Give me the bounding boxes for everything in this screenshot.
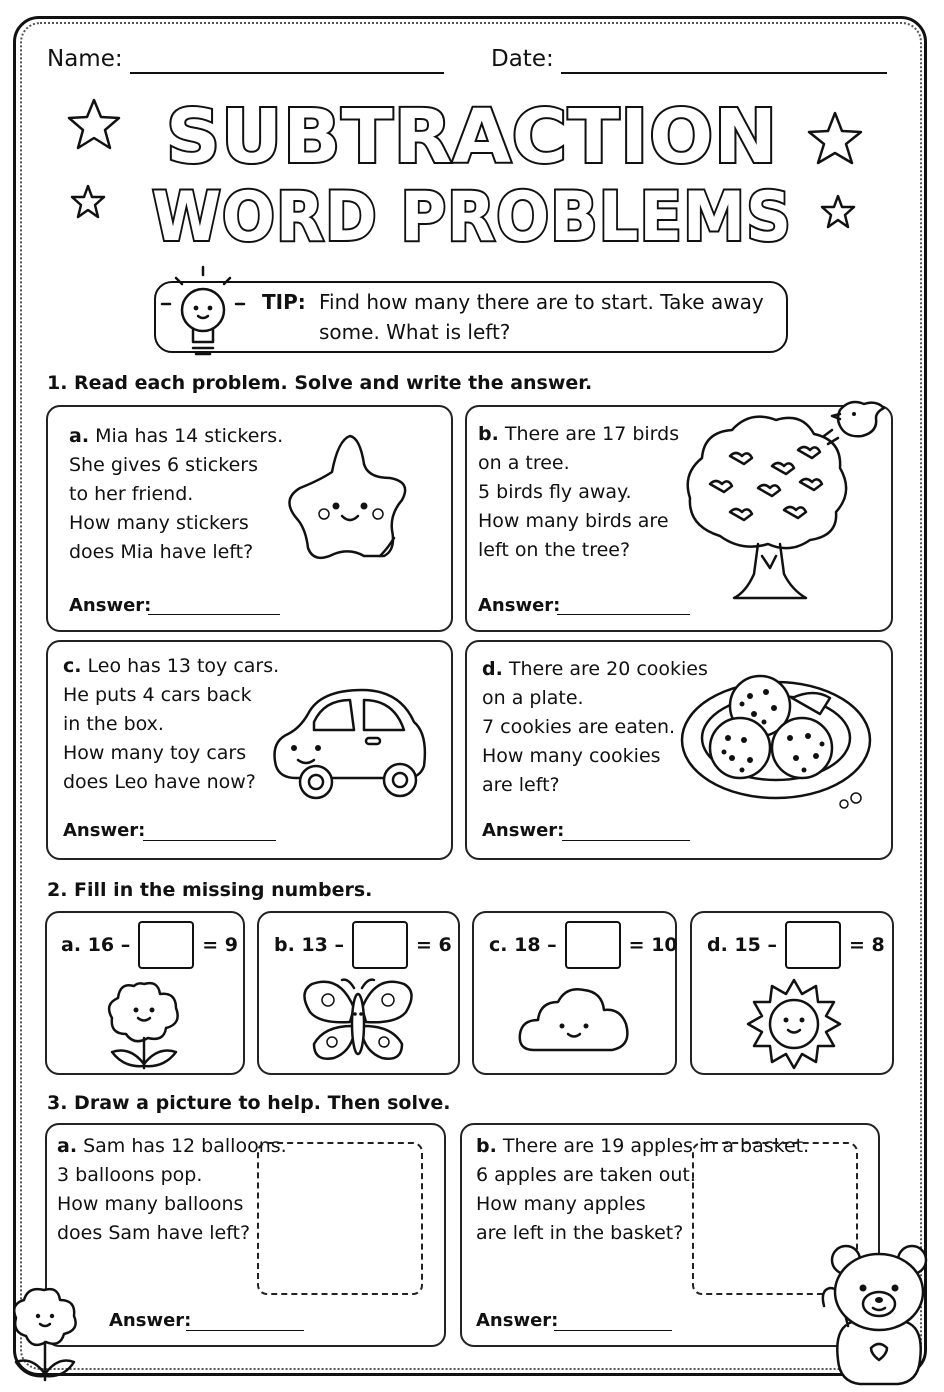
problem-line: How many birds are [478,510,669,532]
title-line1: SUBTRACTION [166,94,778,180]
problem-line: He puts 4 cars back [63,684,252,706]
missing-number-box[interactable] [785,921,841,969]
date-line[interactable] [561,72,887,74]
toy-car-icon [266,682,432,806]
answer-line-1d[interactable] [562,840,690,841]
problem-line: does Leo have now? [63,771,256,793]
tree-with-birds-icon [680,396,894,606]
problem-line: to her friend. [69,483,194,505]
problem-text-3a [57,1132,287,1248]
equation-left: d. 15 – [707,934,777,956]
problem-text-1b [478,420,679,565]
section3-heading: 3. Draw a picture to help. Then solve. [47,1092,451,1114]
cloud-icon [516,984,632,1056]
problem-letter: a. [57,1135,78,1157]
section2-heading: 2. Fill in the missing numbers. [47,879,373,901]
date-label: Date: [491,46,554,72]
problem-letter: b. [476,1135,497,1157]
problem-line: Mia has 14 stickers. [95,425,284,447]
star-icon [70,184,106,220]
problem-line: 3 balloons pop. [57,1164,203,1186]
answer-label: Answer: [476,1310,559,1331]
star-icon [806,110,864,166]
problem-line: There are 19 apples in a basket. [502,1135,810,1157]
problem-line: How many toy cars [63,742,247,764]
answer-line-3a[interactable] [186,1330,304,1331]
problem-line: 6 apples are taken out. [476,1164,696,1186]
problem-line: are left in the basket? [476,1222,684,1244]
butterfly-icon [300,978,416,1064]
answer-line-1c[interactable] [143,840,276,841]
problem-line: are left? [482,774,560,796]
missing-number-box[interactable] [138,921,194,969]
problem-line: How many cookies [482,745,661,767]
sun-icon [746,978,842,1070]
tip-label: TIP: [262,290,306,314]
tip-text-line2: some. What is left? [319,320,511,344]
missing-number-box[interactable] [352,921,408,969]
title-line2: WORD PROBLEMS [152,178,792,257]
star-icon [820,194,856,230]
drawing-area-3a[interactable] [257,1142,423,1295]
tip-text-line1: Find how many there are to start. Take away [319,290,764,314]
equation-d [707,921,885,969]
problem-line: There are 17 birds [504,423,680,445]
lightbulb-icon [160,264,246,360]
star-icon [66,97,122,151]
problem-line: Sam has 12 balloons. [83,1135,287,1157]
page-title [0,90,944,260]
problem-line: does Mia have left? [69,541,254,563]
problem-line: How many balloons [57,1193,244,1215]
problem-text-1c [63,652,279,797]
answer-label: Answer: [478,595,561,616]
missing-number-box[interactable] [565,921,621,969]
answer-line-1b[interactable] [557,614,690,615]
problem-line: 7 cookies are eaten. [482,716,676,738]
name-line[interactable] [130,72,444,74]
problem-line: does Sam have left? [57,1222,251,1244]
answer-label: Answer: [63,820,146,841]
problem-line: left on the tree? [478,539,631,561]
problem-line: 5 birds fly away. [478,481,632,503]
problem-letter: b. [478,423,499,445]
equation-b [274,921,452,969]
answer-label: Answer: [109,1310,192,1331]
star-sticker-icon [280,430,420,566]
problem-letter: d. [482,658,503,680]
problem-line: on a tree. [478,452,570,474]
equation-left: a. 16 – [61,934,131,956]
answer-label: Answer: [482,820,565,841]
equation-c [489,921,678,969]
answer-line-1a[interactable] [148,614,280,615]
problem-text-1a [69,422,283,567]
section1-heading: 1. Read each problem. Solve and write the answer. [47,372,593,394]
equation-right: = 8 [849,934,885,956]
problem-line: There are 20 cookies [508,658,708,680]
flower-icon [104,978,184,1070]
problem-line: on a plate. [482,687,584,709]
problem-line: in the box. [63,713,164,735]
name-label: Name: [47,46,123,72]
problem-text-1d [482,655,708,800]
answer-label: Answer: [69,595,152,616]
problem-line: How many apples [476,1193,646,1215]
equation-left: b. 13 – [274,934,344,956]
equation-right: = 9 [202,934,238,956]
problem-letter: c. [63,655,82,677]
cookies-plate-icon [680,668,880,818]
equation-a [61,921,238,969]
teddy-bear-icon [818,1240,940,1386]
answer-line-3b[interactable] [554,1330,672,1331]
equation-right: = 10 [628,934,678,956]
problem-line: Leo has 13 toy cars. [87,655,280,677]
equation-right: = 6 [416,934,452,956]
problem-letter: a. [69,425,90,447]
problem-line: How many stickers [69,512,249,534]
equation-left: c. 18 – [489,934,557,956]
flower-icon [10,1284,86,1384]
problem-line: She gives 6 stickers [69,454,258,476]
